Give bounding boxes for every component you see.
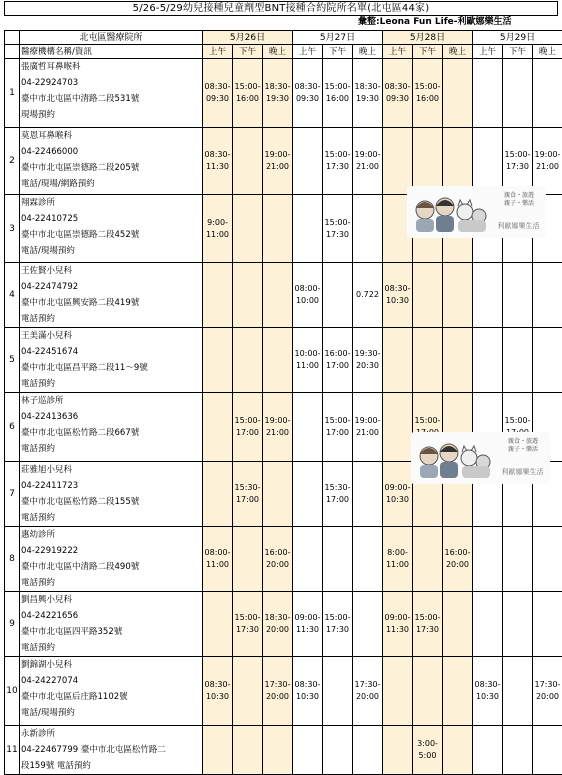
period-header: 下午: [413, 45, 443, 59]
time-slot: 15:30- 17:00: [323, 462, 353, 527]
time-slot: 15:00- 17:30: [323, 195, 353, 263]
time-slot: [533, 328, 562, 393]
time-slot: [353, 462, 383, 527]
clinic-row: [5, 592, 562, 657]
time-slot: 15:00-: [413, 393, 443, 462]
day-header-2: 5月28日: [383, 31, 473, 45]
time-slot: [473, 527, 503, 592]
time-slot: [443, 263, 473, 328]
clinic-row: [5, 726, 562, 775]
clinic-name: 劉昌興小兒科: [21, 592, 202, 608]
clinic-name: 莫恩耳鼻喉科: [21, 128, 202, 144]
time-slot: [533, 59, 562, 128]
time-slot: [233, 328, 263, 393]
row-number: 2: [5, 128, 20, 195]
clinic-detail-line: 臺中市北屯區昌平路二段11～9號: [21, 360, 202, 376]
time-slot: 15:00- 17:00: [233, 393, 263, 462]
time-slot: [503, 592, 533, 657]
row-number: 7: [5, 462, 20, 527]
schedule-table: [4, 30, 562, 775]
time-slot: 10:00- 11:00: [293, 328, 323, 393]
clinic-detail-line: 臺中市北屯區松竹路二段155號: [21, 494, 202, 510]
time-slot: [383, 328, 413, 393]
watermark-tags: 親食・旅遊 親子・樂活: [499, 438, 547, 454]
clinic-detail-line: 04-22919222: [21, 543, 202, 559]
clinic-detail-line: 臺中市北屯區四平路352號: [21, 624, 202, 640]
clinic-info: [20, 657, 203, 726]
time-slot: 19:00- 21:00: [533, 128, 562, 195]
time-slot: 19:00- 21:00: [263, 393, 293, 462]
time-slot: [353, 195, 383, 263]
time-slot: 18:30- 19:30: [263, 59, 293, 128]
time-slot: [413, 657, 443, 726]
time-slot: 15:00-: [503, 393, 533, 462]
clinic-detail-line: 臺中市北屯區后庄路1102號: [21, 689, 202, 705]
time-slot: [353, 592, 383, 657]
time-slot: [293, 128, 323, 195]
clinic-row: [5, 328, 562, 393]
time-slot: 8:00- 11:00: [383, 527, 413, 592]
time-slot: [533, 592, 562, 657]
time-slot: [233, 263, 263, 328]
clinic-detail-line: 電話預約: [21, 441, 202, 457]
watermark-tags: 親食・旅遊 親子・樂活: [495, 192, 543, 208]
clinic-detail-line: 電話預約: [21, 640, 202, 656]
time-slot: 15:00- 17:30: [233, 592, 263, 657]
time-slot: [383, 657, 413, 726]
watermark-brand: 利歐娜樂生活: [495, 467, 550, 477]
time-slot: 08:00- 11:00: [203, 527, 233, 592]
time-slot: [383, 393, 413, 462]
clinic-name: 王美滿小兒科: [21, 328, 202, 344]
time-slot: 08:30- 10:30: [473, 657, 503, 726]
time-slot: [443, 657, 473, 726]
period-header: 晚上: [353, 45, 383, 59]
time-slot: [443, 128, 473, 195]
clinic-info: [20, 195, 203, 263]
time-slot: 17:30- 20:00: [263, 657, 293, 726]
time-slot: 18:30- 20:00: [263, 592, 293, 657]
clinic-info: [20, 527, 203, 592]
time-slot: 0.722: [353, 263, 383, 328]
time-slot: 19:00- 21:00: [353, 393, 383, 462]
clinic-detail-line: 臺中市北屯區崇德路二段452號: [21, 227, 202, 243]
time-slot: [233, 527, 263, 592]
time-slot: 08:30- 10:30: [203, 657, 233, 726]
time-slot: 08:30- 10:30: [293, 657, 323, 726]
time-slot: 15:00- 17:30: [503, 128, 533, 195]
time-slot: [473, 128, 503, 195]
time-slot: 08:00- 10:00: [293, 263, 323, 328]
time-slot: 08:30- 09:30: [383, 59, 413, 128]
period-header: 下午: [323, 45, 353, 59]
time-slot: [533, 726, 562, 775]
clinic-detail-line: 電話預約: [21, 575, 202, 591]
time-slot: 15:00- 16:00: [413, 59, 443, 128]
time-slot: 09:00- 11:30: [293, 592, 323, 657]
clinic-detail-line: 04-22467799 臺中市北屯區松竹路二: [21, 742, 202, 758]
row-number: 6: [5, 393, 20, 462]
row-number: 4: [5, 263, 20, 328]
header-row-days: [5, 31, 562, 45]
time-slot: [263, 263, 293, 328]
clinic-detail-line: 電話預約: [21, 376, 202, 392]
clinic-info: [20, 59, 203, 128]
time-slot: [473, 726, 503, 775]
time-slot: 15:00- 17:30: [413, 592, 443, 657]
time-slot: [473, 263, 503, 328]
clinic-name: 惠幼診所: [21, 527, 202, 543]
time-slot: 15:00- 16:00: [323, 59, 353, 128]
time-slot: [323, 527, 353, 592]
clinic-column-header: 醫療機構名稱/資訊: [20, 45, 203, 59]
time-slot: [203, 726, 233, 775]
time-slot: [293, 726, 323, 775]
time-slot: 15:00- 16:00: [233, 59, 263, 128]
time-slot: [503, 59, 533, 128]
time-slot: 15:00- 17:30: [323, 592, 353, 657]
time-slot: 15:00- 17:00: [323, 393, 353, 462]
time-slot: [533, 263, 562, 328]
clinic-detail-line: 臺中市北屯區崇德路二段205號: [21, 160, 202, 176]
clinic-row: [5, 263, 562, 328]
row-number: 10: [5, 657, 20, 726]
period-header: 上午: [203, 45, 233, 59]
clinic-detail-line: 04-22474792: [21, 279, 202, 295]
time-slot: [203, 263, 233, 328]
clinic-name: 林子巡診所: [21, 393, 202, 409]
clinic-info: [20, 726, 203, 775]
period-header: 上午: [473, 45, 503, 59]
clinic-detail-line: 04-24221656: [21, 608, 202, 624]
time-slot: [443, 726, 473, 775]
time-slot: 16:00- 17:00: [323, 328, 353, 393]
time-slot: [473, 592, 503, 657]
period-header: 晚上: [533, 45, 562, 59]
time-slot: [503, 657, 533, 726]
time-slot: [413, 527, 443, 592]
clinic-info: [20, 592, 203, 657]
time-slot: 09:00- 11:30: [383, 592, 413, 657]
time-slot: [203, 462, 233, 527]
time-slot: [443, 592, 473, 657]
row-number: 9: [5, 592, 20, 657]
time-slot: [503, 726, 533, 775]
time-slot: [203, 328, 233, 393]
time-slot: 08:30- 09:30: [203, 59, 233, 128]
time-slot: [233, 128, 263, 195]
row-number: 11: [5, 726, 20, 775]
time-slot: [323, 726, 353, 775]
time-slot: 15:00- 17:30: [323, 128, 353, 195]
schedule-body: [5, 59, 562, 775]
time-slot: 18:30- 19:30: [353, 59, 383, 128]
clinic-detail-line: 04-22924703: [21, 75, 202, 91]
period-header: 晚上: [443, 45, 473, 59]
time-slot: [353, 527, 383, 592]
header-row-periods: [5, 45, 562, 59]
time-slot: [413, 263, 443, 328]
time-slot: [503, 527, 533, 592]
time-slot: [293, 393, 323, 462]
time-slot: 9:00- 11:00: [203, 195, 233, 263]
time-slot: [353, 726, 383, 775]
clinic-detail-line: 現場預約: [21, 107, 202, 123]
time-slot: [293, 195, 323, 263]
clinic-name: 王佐賢小兒科: [21, 263, 202, 279]
row-number: 1: [5, 59, 20, 128]
time-slot: [263, 195, 293, 263]
watermark-brand: 利歐娜樂生活: [491, 221, 546, 231]
time-slot: 19:30- 20:30: [353, 328, 383, 393]
compiler-credit: 彙整:Leona Fun Life-利歐娜樂生活: [358, 15, 511, 30]
clinic-info: [20, 328, 203, 393]
time-slot: 3:00- 5:00: [413, 726, 443, 775]
time-slot: 17:30- 20:00: [353, 657, 383, 726]
family-illustration-icon: [415, 436, 491, 480]
time-slot: 08:30- 09:30: [293, 59, 323, 128]
time-slot: [233, 726, 263, 775]
time-slot: [383, 726, 413, 775]
clinic-detail-line: 04-24227074: [21, 673, 202, 689]
period-header: 晚上: [263, 45, 293, 59]
time-slot: [203, 592, 233, 657]
clinic-name: 張廣哲耳鼻喉科: [21, 59, 202, 75]
clinic-name: 莊雅旭小兒科: [21, 462, 202, 478]
clinic-detail-line: 電話預約: [21, 510, 202, 526]
clinic-name: 永新診所: [21, 726, 202, 742]
time-slot: 08:30- 11:30: [203, 128, 233, 195]
family-illustration-icon: [411, 190, 487, 234]
time-slot: [473, 328, 503, 393]
time-slot: [323, 263, 353, 328]
clinic-row: [5, 527, 562, 592]
clinic-detail-line: 臺中市北屯區興安路二段419號: [21, 295, 202, 311]
time-slot: 09:00- 10:30: [383, 462, 413, 527]
period-header: 上午: [383, 45, 413, 59]
time-slot: [263, 462, 293, 527]
blog-watermark: [407, 186, 546, 238]
time-slot: [383, 128, 413, 195]
time-slot: 16:00- 20:00: [443, 527, 473, 592]
clinic-info: [20, 128, 203, 195]
time-slot: [293, 527, 323, 592]
time-slot: [443, 328, 473, 393]
clinic-info: [20, 462, 203, 527]
day-header-0: 5月26日: [203, 31, 293, 45]
day-header-1: 5月27日: [293, 31, 383, 45]
time-slot: [503, 263, 533, 328]
clinic-detail-line: 臺中市北屯區中清路二段490號: [21, 559, 202, 575]
time-slot: 17:30- 20:00: [533, 657, 562, 726]
blog-watermark: [411, 432, 550, 484]
time-slot: 08:30- 10:30: [383, 263, 413, 328]
clinic-detail-line: 04-22413636: [21, 409, 202, 425]
time-slot: 19:00- 21:00: [263, 128, 293, 195]
subtitle-row: [4, 15, 558, 30]
period-header: 下午: [503, 45, 533, 59]
time-slot: [233, 657, 263, 726]
period-header: 下午: [233, 45, 263, 59]
clinic-detail-line: 臺中市北屯區松竹路二段667號: [21, 425, 202, 441]
clinic-detail-line: 電話/現場預約: [21, 243, 202, 259]
clinic-info: [20, 263, 203, 328]
time-slot: [263, 328, 293, 393]
clinic-name: 翔霖診所: [21, 195, 202, 211]
time-slot: 16:00- 20:00: [263, 527, 293, 592]
clinic-detail-line: 04-22411723: [21, 478, 202, 494]
time-slot: [323, 657, 353, 726]
clinic-detail-line: 臺中市北屯區中清路二段531號: [21, 91, 202, 107]
clinic-info: [20, 393, 203, 462]
day-header-3: 5月29日: [473, 31, 562, 45]
time-slot: [203, 393, 233, 462]
clinic-name: 劉錦湖小兒科: [21, 657, 202, 673]
sheet-title: 5/26-5/29幼兒接種兒童劑型BNT接種合約院所名單(北屯區44家): [4, 1, 558, 16]
time-slot: [413, 128, 443, 195]
time-slot: [233, 195, 263, 263]
clinic-detail-line: 04-22451674: [21, 344, 202, 360]
time-slot: [293, 462, 323, 527]
time-slot: [413, 328, 443, 393]
clinic-detail-line: 電話/現場預約: [21, 705, 202, 721]
row-number: 8: [5, 527, 20, 592]
clinic-detail-line: 段159號 電話預約: [21, 758, 202, 774]
clinic-row: [5, 128, 562, 195]
time-slot: 19:00- 21:00: [353, 128, 383, 195]
time-slot: [443, 59, 473, 128]
clinic-detail-line: 電話預約: [21, 311, 202, 327]
clinic-row: [5, 59, 562, 128]
period-header: 上午: [293, 45, 323, 59]
clinic-detail-line: 04-22410725: [21, 211, 202, 227]
time-slot: 15:30- 17:00: [233, 462, 263, 527]
row-number: 3: [5, 195, 20, 263]
row-number: 5: [5, 328, 20, 393]
clinic-detail-line: 04-22466000: [21, 144, 202, 160]
district-header: 北屯區醫療院所: [20, 31, 203, 45]
time-slot: [503, 328, 533, 393]
time-slot: [473, 59, 503, 128]
time-slot: [533, 527, 562, 592]
clinic-detail-line: 電話/現場/網路預約: [21, 176, 202, 192]
time-slot: [263, 726, 293, 775]
clinic-row: [5, 657, 562, 726]
